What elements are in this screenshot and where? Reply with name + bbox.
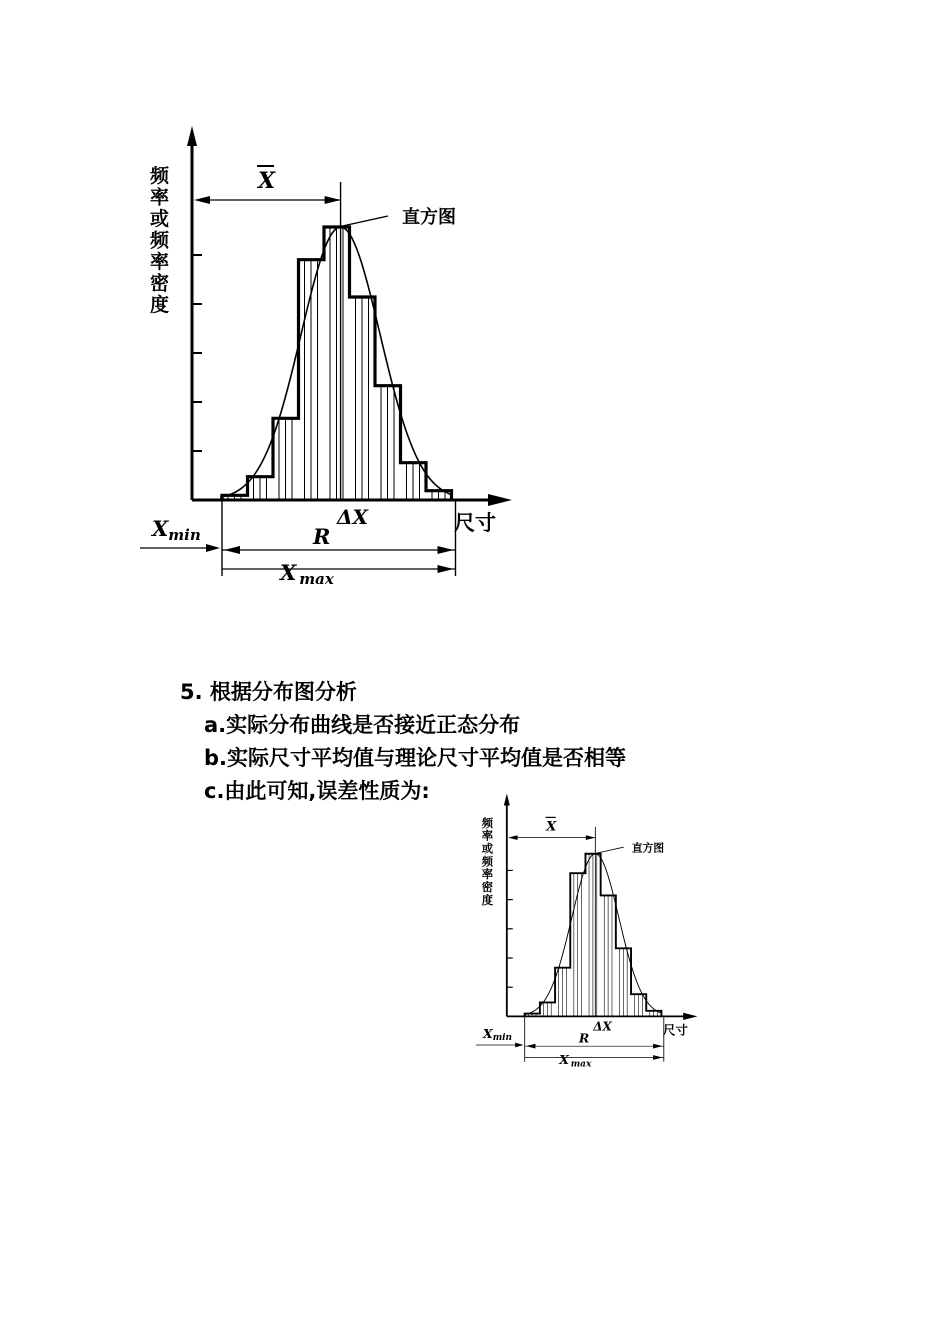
y-axis-label-char: 密 — [481, 880, 494, 894]
xmin-subscript: min — [492, 1033, 513, 1044]
xmin-arrow — [206, 544, 220, 552]
histogram-bar — [356, 297, 369, 500]
x-axis-label: 尺寸 — [662, 1022, 688, 1038]
annotation-histogram: 直方图 — [402, 207, 456, 228]
xmin-subscript: min — [168, 526, 201, 544]
range-label: R — [578, 1030, 590, 1046]
histogram-bar — [559, 968, 567, 1017]
mean-arrow-right — [586, 835, 596, 840]
y-axis-label-char: 率 — [150, 186, 170, 209]
y-axis-label-char: 频 — [481, 855, 494, 869]
y-axis-label-char: 频 — [150, 165, 170, 187]
annotation-histogram: 直方图 — [631, 841, 665, 855]
xmax-subscript: max — [299, 570, 334, 588]
xmax-label: X max — [559, 1052, 592, 1070]
y-axis-label — [482, 816, 494, 907]
y-axis-label-char: 频 — [150, 229, 170, 252]
y-axis-label-char: 率 — [481, 868, 494, 882]
xmax-arrow — [438, 565, 454, 573]
histogram-bar — [619, 948, 627, 1016]
xmin-arrow — [515, 1043, 523, 1048]
annotation-leader — [597, 847, 624, 853]
range-arrow-left — [224, 546, 240, 554]
y-axis-label-char: 或 — [481, 842, 494, 856]
xmax-subscript: max — [570, 1059, 592, 1070]
delta-x-label: ΔX — [337, 505, 369, 529]
x-axis-label: 尺寸 — [454, 511, 496, 535]
y-axis-label — [150, 164, 170, 316]
y-axis-label-char: 密 — [150, 272, 170, 295]
histogram-figure-small — [470, 790, 720, 1070]
histogram-bar — [604, 895, 612, 1016]
histogram-figure-large — [140, 120, 540, 590]
xmin-label: Xmin — [483, 1025, 513, 1044]
y-axis-arrow — [504, 794, 510, 806]
xmax-label: X max — [280, 560, 334, 588]
mean-arrow-right — [325, 196, 341, 204]
distribution-curve — [524, 854, 662, 1015]
histogram-bar — [407, 463, 420, 500]
histogram-bar — [635, 994, 643, 1016]
y-axis-label-char: 率 — [481, 829, 494, 843]
x-axis-arrow — [683, 1013, 697, 1020]
annotation-leader — [343, 216, 388, 226]
mean-label: X — [546, 819, 557, 835]
analysis-item-b: b.实际尺寸平均值与理论尺寸平均值是否相等 — [204, 746, 627, 770]
y-axis-label-char: 频 — [481, 816, 494, 830]
mean-arrow-left — [508, 835, 518, 840]
y-axis-label-char: 或 — [150, 208, 170, 230]
range-arrow-left — [526, 1044, 536, 1049]
range-arrow-right — [653, 1044, 663, 1049]
analysis-section — [180, 676, 740, 808]
analysis-heading: 5. 根据分布图分析 — [180, 680, 357, 704]
xmax-arrow — [653, 1055, 663, 1060]
y-axis-label-char: 度 — [481, 893, 494, 907]
histogram-bar — [381, 386, 394, 500]
y-axis-label-char: 度 — [150, 294, 170, 316]
histogram-bar — [254, 477, 267, 500]
range-arrow-right — [438, 546, 454, 554]
mean-arrow-left — [194, 196, 210, 204]
histogram-bar — [279, 418, 292, 500]
delta-x-label: ΔX — [593, 1019, 612, 1034]
analysis-item-c: c.由此可知,误差性质为: — [204, 779, 430, 803]
histogram-bar — [543, 1002, 551, 1016]
range-label: R — [313, 524, 331, 549]
analysis-item-a: a.实际分布曲线是否接近正态分布 — [204, 713, 521, 737]
y-axis-arrow — [187, 126, 197, 146]
y-axis-label-char: 率 — [150, 251, 170, 273]
mean-label: X — [258, 168, 276, 194]
x-axis-arrow — [488, 494, 512, 506]
xmin-label: Xmin — [152, 516, 201, 544]
